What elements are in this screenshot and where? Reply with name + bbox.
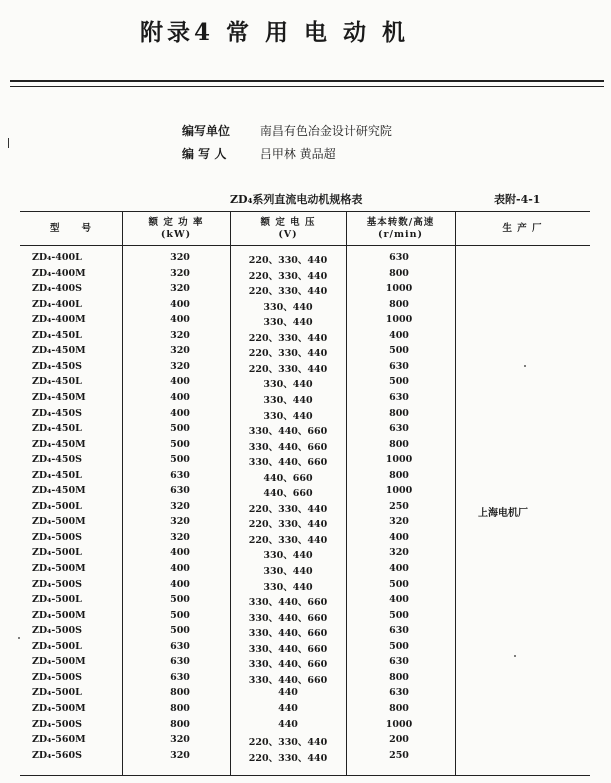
table-row (20, 593, 440, 609)
cell-voltage: 330、440、660 (248, 612, 328, 624)
cell-power: 630 (170, 469, 190, 481)
cell-power: 630 (170, 485, 190, 497)
speck (18, 637, 20, 639)
cell-power: 500 (170, 454, 190, 466)
cell-voltage: 220、330、440 (248, 332, 328, 344)
cell-model: ZD₄-450L (32, 329, 82, 341)
table-row (20, 718, 440, 734)
table-row (20, 500, 440, 516)
cell-speed: 500 (389, 376, 409, 388)
cell-speed: 630 (389, 423, 409, 435)
cell-speed: 500 (389, 345, 409, 357)
cell-power: 400 (170, 578, 190, 590)
cell-speed: 400 (389, 531, 409, 543)
cell-power: 800 (170, 702, 190, 714)
cell-power: 320 (170, 267, 190, 279)
cell-power: 320 (170, 734, 190, 746)
table-bottom-rule (20, 775, 590, 776)
title-rule-thick (10, 80, 604, 82)
header-model (20, 215, 122, 243)
header-power (122, 215, 230, 243)
header-voltage-unit: (V) (278, 229, 298, 240)
cell-model: ZD₄-450M (32, 438, 86, 450)
cell-speed: 200 (389, 734, 409, 746)
cell-speed: 630 (389, 252, 409, 263)
cell-voltage: 440、660 (263, 488, 313, 500)
cell-voltage: 330、440、660 (248, 426, 328, 438)
table-top-rule (20, 211, 590, 212)
cell-speed: 630 (389, 391, 409, 403)
cell-model: ZD₄-400M (32, 314, 86, 326)
cell-speed: 320 (389, 516, 409, 528)
cell-model: ZD₄-400S (32, 283, 82, 295)
cell-voltage: 440 (278, 687, 298, 699)
col-divider-4 (455, 211, 456, 775)
cell-voltage: 330、440、660 (248, 674, 328, 686)
cell-voltage: 330、440 (263, 581, 313, 593)
cell-speed: 630 (389, 360, 409, 372)
table-header-rule (20, 245, 590, 246)
cell-power: 500 (170, 609, 190, 621)
cell-voltage: 220、330、440 (248, 255, 328, 266)
table-tag: 表附-4-1 (494, 193, 541, 206)
cell-voltage: 220、330、440 (248, 534, 328, 546)
cell-model: ZD₄-500S (32, 671, 82, 683)
table-row (20, 546, 440, 562)
cell-speed: 500 (389, 578, 409, 590)
cell-speed: 630 (389, 687, 409, 699)
table-caption: ZD₄系列直流电动机规格表 (230, 193, 363, 206)
cell-model: ZD₄-500L (32, 500, 82, 512)
table-row (20, 469, 440, 485)
cell-speed: 800 (389, 267, 409, 279)
cell-power: 320 (170, 749, 190, 761)
cell-power: 320 (170, 500, 190, 512)
header-speed-name: 基本转数/高速 (366, 217, 435, 228)
cell-model: ZD₄-400M (32, 267, 86, 279)
cell-speed: 800 (389, 407, 409, 419)
cell-model: ZD₄-450S (32, 454, 82, 466)
table-row (20, 329, 440, 345)
cell-model: ZD₄-500S (32, 718, 82, 730)
editor-unit-row (182, 122, 392, 139)
cell-model: ZD₄-400L (32, 252, 82, 263)
speck (514, 655, 516, 657)
cell-speed: 400 (389, 329, 409, 341)
cell-power: 630 (170, 640, 190, 652)
editor-person-value: 吕甲林 黄品超 (259, 147, 336, 161)
header-voltage-name: 额 定 电 压 (260, 217, 316, 228)
editor-person-row (182, 145, 336, 162)
header-power-name: 额 定 功 率 (148, 217, 204, 228)
cell-power: 320 (170, 516, 190, 528)
cell-power: 500 (170, 423, 190, 435)
cell-model: ZD₄-500M (32, 702, 86, 714)
header-speed (346, 215, 455, 243)
speck (524, 365, 526, 367)
cell-voltage: 330、440 (263, 410, 313, 422)
cell-voltage: 330、440 (263, 566, 313, 577)
cell-power: 500 (170, 625, 190, 637)
cell-model: ZD₄-450L (32, 423, 82, 435)
cell-power: 400 (170, 407, 190, 419)
cell-model: ZD₄-500M (32, 563, 86, 574)
cell-speed: 500 (389, 640, 409, 652)
table-row (20, 251, 440, 267)
cell-speed: 400 (389, 563, 409, 574)
table-row (20, 686, 440, 702)
cell-voltage: 330、440 (263, 394, 313, 406)
cell-voltage: 330、440、660 (248, 457, 328, 469)
cell-speed: 1000 (385, 314, 413, 326)
cell-power: 320 (170, 360, 190, 372)
cell-speed: 800 (389, 671, 409, 683)
editor-person-label: 编 写 人 (182, 147, 227, 161)
cell-speed: 630 (389, 625, 409, 637)
cell-speed: 400 (389, 594, 409, 606)
manufacturer-cell: 上海电机厂 (478, 508, 528, 519)
table-row (20, 298, 440, 314)
cell-speed: 1000 (385, 283, 413, 295)
cell-voltage: 330、440、660 (248, 441, 328, 453)
cell-power: 320 (170, 252, 190, 263)
cell-speed: 1000 (385, 485, 413, 497)
table-row (20, 749, 440, 765)
cell-power: 400 (170, 314, 190, 326)
cell-model: ZD₄-500M (32, 656, 86, 668)
table-row (20, 344, 440, 360)
cell-model: ZD₄-500L (32, 594, 82, 606)
table-row (20, 531, 440, 547)
cell-power: 400 (170, 391, 190, 403)
cell-power: 400 (170, 376, 190, 388)
cell-voltage: 330、440 (263, 301, 313, 313)
cell-voltage: 220、330、440 (248, 752, 328, 764)
cell-voltage: 220、330、440 (248, 737, 328, 749)
cell-power: 400 (170, 547, 190, 559)
cell-speed: 630 (389, 656, 409, 668)
cell-model: ZD₄-450M (32, 345, 86, 357)
cell-voltage: 220、330、440 (248, 503, 328, 515)
cell-power: 320 (170, 531, 190, 543)
cell-voltage: 330、440、660 (248, 643, 328, 655)
cell-voltage: 330、440、660 (248, 659, 328, 671)
cell-speed: 250 (389, 749, 409, 761)
cell-speed: 320 (389, 547, 409, 559)
table-row (20, 267, 440, 283)
cell-speed: 1000 (385, 454, 413, 466)
cell-model: ZD₄-450L (32, 469, 82, 481)
title-rule-thin (10, 86, 604, 87)
cell-speed: 500 (389, 609, 409, 621)
cell-voltage: 330、440、660 (248, 597, 328, 609)
cell-speed: 800 (389, 298, 409, 310)
cell-voltage: 440、660 (263, 472, 313, 484)
table-row (20, 578, 440, 594)
cell-voltage: 220、330、440 (248, 363, 328, 375)
table-row (20, 733, 440, 749)
table-row (20, 453, 440, 469)
header-speed-unit: (r/min) (377, 229, 424, 240)
table-row (20, 671, 440, 687)
cell-model: ZD₄-500M (32, 516, 86, 528)
cell-power: 500 (170, 594, 190, 606)
cell-power: 400 (170, 563, 190, 574)
header-maker-text: 生 产 厂 (502, 223, 543, 234)
cell-model: ZD₄-500S (32, 578, 82, 590)
header-power-unit: (kW) (160, 229, 192, 240)
cell-model: ZD₄-500L (32, 547, 82, 559)
cell-voltage: 330、440、660 (248, 628, 328, 640)
cell-model: ZD₄-450L (32, 376, 82, 388)
cell-model: ZD₄-450S (32, 407, 82, 419)
editor-unit-label: 编写单位 (182, 124, 231, 138)
cell-power: 400 (170, 298, 190, 310)
table-row (20, 484, 440, 500)
cell-speed: 250 (389, 500, 409, 512)
cell-power: 320 (170, 345, 190, 357)
cell-model: ZD₄-450M (32, 391, 86, 403)
table-row (20, 624, 440, 640)
table-row (20, 407, 440, 423)
cell-voltage: 440 (278, 718, 298, 730)
page-title: 附录4 常 用 电 动 机 (140, 19, 410, 46)
table-row (20, 391, 440, 407)
cell-model: ZD₄-450M (32, 485, 86, 497)
cell-model: ZD₄-560M (32, 734, 86, 746)
table-row (20, 640, 440, 656)
table-row (20, 313, 440, 329)
table-row (20, 282, 440, 298)
header-maker (455, 215, 590, 243)
table-row (20, 375, 440, 391)
cell-model: ZD₄-500L (32, 640, 82, 652)
cell-model: ZD₄-500S (32, 531, 82, 543)
cell-voltage: 440 (278, 702, 298, 714)
table-row (20, 515, 440, 531)
cell-voltage: 220、330、440 (248, 348, 328, 360)
table-row (20, 655, 440, 671)
table-row (20, 438, 440, 454)
cell-power: 320 (170, 329, 190, 341)
cell-model: ZD₄-500L (32, 687, 82, 699)
cell-model: ZD₄-500S (32, 625, 82, 637)
left-margin-mark (8, 138, 9, 148)
cell-power: 630 (170, 671, 190, 683)
cell-power: 320 (170, 283, 190, 295)
cell-speed: 800 (389, 469, 409, 481)
header-model-text: 型 号 (49, 223, 92, 234)
cell-power: 800 (170, 718, 190, 730)
cell-power: 630 (170, 656, 190, 668)
cell-voltage: 220、330、440 (248, 519, 328, 531)
cell-speed: 800 (389, 702, 409, 714)
cell-power: 500 (170, 438, 190, 450)
cell-voltage: 330、440 (263, 379, 313, 391)
cell-voltage: 220、330、440 (248, 270, 328, 282)
cell-power: 800 (170, 687, 190, 699)
cell-voltage: 330、440 (263, 550, 313, 562)
editor-unit-value: 南昌有色冶金设计研究院 (259, 124, 392, 138)
table-row (20, 562, 440, 578)
table-row (20, 360, 440, 376)
cell-model: ZD₄-560S (32, 749, 82, 761)
table-row (20, 422, 440, 438)
cell-speed: 1000 (385, 718, 413, 730)
cell-speed: 800 (389, 438, 409, 450)
cell-voltage: 330、440 (263, 317, 313, 329)
cell-voltage: 220、330、440 (248, 286, 328, 298)
cell-model: ZD₄-400L (32, 298, 82, 310)
table-row (20, 609, 440, 625)
cell-model: ZD₄-500M (32, 609, 86, 621)
header-voltage (230, 215, 346, 243)
cell-model: ZD₄-450S (32, 360, 82, 372)
table-row (20, 702, 440, 718)
